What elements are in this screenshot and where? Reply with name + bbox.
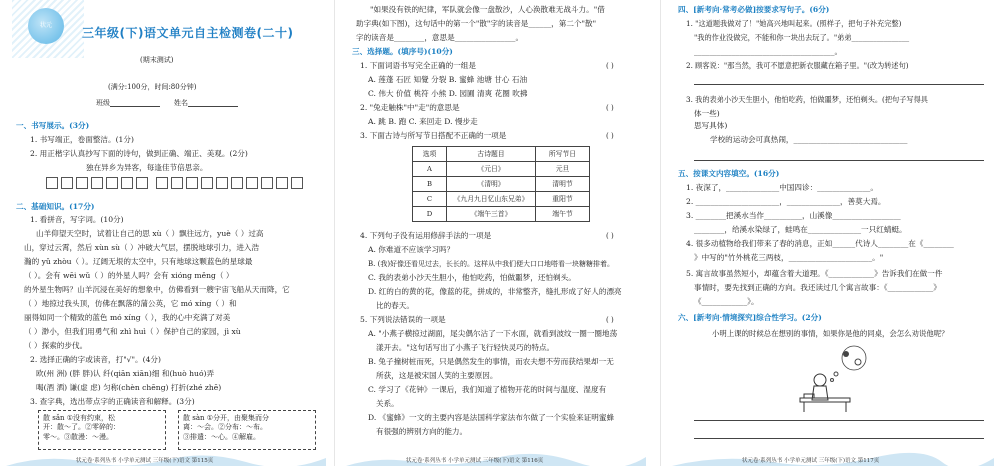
sentence-q3: 思写具体) <box>694 121 728 130</box>
table-row: D 《端午三首》 端午节 <box>413 207 590 222</box>
fill-q1[interactable]: 1. 夜深了，______________中国四诊：______________。 <box>686 183 878 192</box>
dictionary-card: 散 sàn ①分开，由聚集而分 离：～会。②分布：～布。 ③排遣：～心。④解雇。 <box>178 410 316 450</box>
choice-row[interactable]: 欧(州 洲) (胖 胖)认 纤(qiān xiān)细 和(huò huó)弄 <box>36 369 215 378</box>
exam-title: 三年级(下)语文单元自主检测卷(二十) <box>82 26 294 40</box>
page-footer: 状元卷·系列丛书 小学单元测试 三年级(下)语文 第116页 <box>406 457 544 464</box>
fill-q5[interactable]: 事情时，要先找到正确的方向。我还读过几个寓言故事：《____________》 <box>694 283 941 292</box>
mc-option: B. (我)好像还看见过去，长长的。这样从中我们便大口口地嗒看一块糖糖排着。 <box>368 260 615 268</box>
passage-line: （ ）。会有 wēi wǔ（ ）的外星人吗？会有 xióng měng（ ） <box>24 271 234 280</box>
mc-option: D. 红的白的黄的花，像蓝的花，拼成的，非常整齐，缝扎形成了好人的漂亮 <box>368 287 622 296</box>
answer-line[interactable] <box>694 420 984 421</box>
answer-slot[interactable]: ( ) <box>606 62 614 70</box>
section-2-heading: 二、基础知识。(17分) <box>16 202 95 211</box>
q2-2: 2. 选择正确的字或读音，打"√"。(4分) <box>30 355 161 364</box>
mc-option: 所获，这是被宋国人笑的主要原因。 <box>376 371 498 380</box>
passage-line: 的外星生物吗？山羊沉浸在美好的想象中，仿佛看到一艘宇宙飞船从天而降，它 <box>24 285 290 294</box>
mc-option: 有很强的辨别方向的能力。 <box>376 427 468 436</box>
mc-option: A. 莲蓬 石匠 知覺 分裂 B. 蜜蜂 池塘 甘心 石油 <box>368 75 528 84</box>
logo-badge-icon: 状元 <box>28 8 64 44</box>
class-field[interactable]: 班级 <box>96 99 160 107</box>
mc-option: C. 我的表弟小沙天生胆小，他怕吃药，怕做噩梦，还怕剃头。 <box>368 273 576 282</box>
mc-option: A. 你难道不应该学习吗？ <box>368 245 455 254</box>
sentence-q3: 3. 我的表弟小沙天生胆小，他怕吃药，怕做噩梦，还怕剃头。(把句子写得具 <box>686 95 928 104</box>
poem-festival-table: 选项 古诗题目 所写节日 A 《元日》 元旦 B 《清明》 清明节 C 《九月九日忆山东兄弟》 重阳节 D 《端午三首》 端午节 <box>412 146 590 222</box>
section-3-heading: 三、选择题。(填序号)(10分) <box>352 47 453 56</box>
mc-option: A. "小燕子横掠过湖面，尾尖偶尔沾了一下水面，就看到波纹一圈一圈地荡 <box>368 329 618 338</box>
page-116 <box>346 0 646 466</box>
mc-option: C. 学习了《花钟》一课后，我们知道了植物开花的时间与温度、湿度有 <box>368 385 607 394</box>
fill-q5[interactable]: 5. 寓言故事虽然短小，却蕴含着大道理。《____________》告诉我们在做一件 <box>686 269 943 278</box>
mc-option: C. 伟大 价值 桃符 小熊 D. 园圃 清爽 花圈 吹拂 <box>368 89 528 98</box>
choice-row[interactable]: 喝(酒 洒) 谦(虚 虑) 匀称(chèn chēng) 打折(zhé zhē) <box>36 383 222 392</box>
mc-option: 比的春天。 <box>376 301 414 310</box>
name-field[interactable]: 姓名 <box>174 99 238 107</box>
mc-q1: 1. 下面词语书写完全正确的一组是 <box>360 61 476 70</box>
sentence-q1-fill[interactable]: "我的作业没做完，不能和你一块出去玩了。"弟弟________________ <box>694 33 910 42</box>
q2-1: 1. 看拼音，写字词。(10分) <box>30 215 124 224</box>
q1-2: 2. 用正楷字认真抄写下面的诗句，做到正确、端正、美观。(2分) <box>30 149 248 158</box>
fill-q2[interactable]: 2. ______________________，______________，善莫大焉。 <box>686 197 886 206</box>
section-4-heading: 四、[新考向·常考必做]按要求写句子。(6分) <box>678 5 830 14</box>
section-6-heading: 六、[新考向·情境探究]综合性学习。(2分) <box>678 313 822 322</box>
passage-line: 山，穿过云霄，然后 xùn sù（ ）冲破大气层，摆脱地球引力，进入浩 <box>24 243 260 252</box>
sentence-q2: 2. 顾客说："那当然，我可不愿意把新衣服藏在箱子里。"(改为转述句) <box>686 61 909 70</box>
sentence-q3-fill[interactable]: 学校的运动会可真热闹，______________________________ <box>710 135 908 144</box>
writing-grid[interactable] <box>46 177 316 191</box>
mc-q4: 4. 下列句子没有运用修辞手法的一项是 <box>360 231 492 240</box>
answer-line[interactable] <box>694 438 984 439</box>
fill-q4[interactable]: 》中写的"竹外桃花三两枝，______________________。" <box>694 253 884 262</box>
exam-subtitle: (期末测试) <box>140 56 174 64</box>
passage-line: 丽得如同一个精致的蓝色 mó xíng（ ），我的心中充满了对美 <box>24 313 231 322</box>
page-footer: 状元卷·系列丛书 小学单元测试 三年级(下)语文 第115页 <box>76 457 214 464</box>
context-line: 字的读音是________，意思是________________。 <box>356 33 524 42</box>
dictionary-card: 散 sǎn ①没有约束，松 开：散～了。②零碎的： 零～。③散漫：～漫。 <box>38 410 166 450</box>
sentence-q1-fill[interactable]: _____________________________________。 <box>694 47 843 56</box>
poem-line: 独在异乡为异客，每逢佳节倍思亲。 <box>86 163 208 172</box>
section-5-heading: 五、按课文内容填空。(16分) <box>678 169 780 178</box>
answer-slot[interactable]: ( ) <box>606 132 614 140</box>
passage-line: 山羊仰望天空时，试着让自己的思 xù（ ）飘往远方，yuè（ ）过高 <box>36 229 264 238</box>
q1-1: 1. 书写端正，卷面整洁。(1分) <box>30 135 134 144</box>
answer-line[interactable] <box>694 160 984 161</box>
section-1-heading: 一、书写展示。(3分) <box>16 121 90 130</box>
passage-line: 瀚的 yǔ zhòu（ ）。辽阔无垠的太空中，只有地球这颗蓝色的星球最 <box>24 257 253 266</box>
table-row: C 《九月九日忆山东兄弟》 重阳节 <box>413 192 590 207</box>
fill-q5[interactable]: 《____________》。 <box>694 297 759 306</box>
scenario-text: 小明上课的时候总在想别的事情，如果你是他的同桌，会怎么劝说他呢？ <box>712 329 949 338</box>
fill-q3[interactable]: 3. ________把溪水当作__________，山溪像__________________ <box>686 211 901 220</box>
context-line: "如果没有铁的纪律，军队就会像一盘散沙，人心涣散难无战斗力。"借 <box>370 5 605 14</box>
sentence-q1: 1. "这道题我做对了！"她高兴地叫起来。(照样子，把句子补充完整) <box>686 19 902 28</box>
answer-line[interactable] <box>694 84 984 85</box>
table-row: B 《清明》 清明节 <box>413 177 590 192</box>
mc-option: 关系。 <box>376 399 399 408</box>
fill-q4[interactable]: 4. 很多动植物给我们带来了春的消息，正如______代诗人________在《________ <box>686 239 954 248</box>
fill-q3[interactable]: ________，给溪水染绿了，蛙鸣在______________一只红蜻蜓。 <box>694 225 907 234</box>
page-divider <box>334 0 335 466</box>
page-divider <box>660 0 661 466</box>
mc-option: B. 兔子撞树桩而死，只是偶然发生的事情，而农夫想不劳而获结果却一无 <box>368 357 614 366</box>
mc-option: 漾开去。"这句话写出了小燕子飞行轻快灵巧的特点。 <box>376 343 555 352</box>
passage-line: （ ）地掠过我头顶，仿佛在飘落的蒲公英，它 mó xíng（ ）和 <box>24 299 237 308</box>
student-daydreaming-illustration <box>790 344 886 414</box>
passage-line: （ ）渺小，但我们用勇气和 zhì huì（ ）保护自己的家园，jì xù <box>24 327 241 336</box>
score-time: (满分:100分，时间:80分钟) <box>108 83 197 91</box>
page-footer: 状元卷·系列丛书 小学单元测试 三年级(下)语文 第117页 <box>742 457 880 464</box>
page-115 <box>6 0 326 466</box>
mc-q2: 2. "兔走触株"中"走"的意思是 <box>360 103 460 112</box>
page-117 <box>672 0 994 466</box>
q2-3: 3. 查字典，选出带点字的正确读音和解释。(3分) <box>30 397 195 406</box>
mc-q3: 3. 下面古诗与所写节日搭配不正确的一项是 <box>360 131 507 140</box>
mc-q5: 5. 下列说法错误的一项是 <box>360 315 446 324</box>
sentence-q3: 体一些) <box>694 109 720 118</box>
passage-line: （ ）探索的步伐。 <box>24 341 88 350</box>
answer-slot[interactable]: ( ) <box>606 316 614 324</box>
mc-option: A. 跳 B. 跑 C. 来回走 D. 慢步走 <box>368 117 478 126</box>
answer-slot[interactable]: ( ) <box>606 104 614 112</box>
context-line: 助字典(如下图)，这句话中的第一个"散"字的读音是______，第二个"散" <box>356 19 597 28</box>
table-row: A 《元日》 元旦 <box>413 162 590 177</box>
answer-slot[interactable]: ( ) <box>606 232 614 240</box>
mc-option: D. 《蜜蜂》一文的主要内容是法国科学家法布尔做了一个实验来证明蜜蜂 <box>368 413 615 422</box>
